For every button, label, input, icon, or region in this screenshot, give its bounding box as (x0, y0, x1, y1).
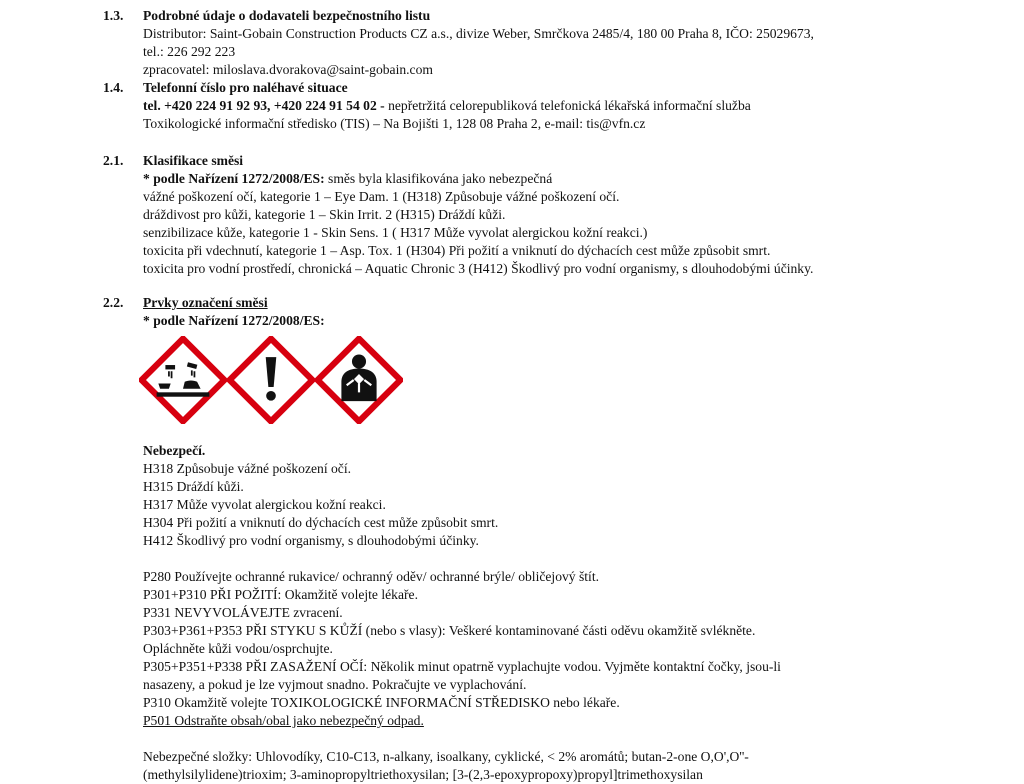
text-line: tel.: 226 292 223 (143, 44, 236, 59)
phone-numbers: tel. +420 224 91 92 93, +420 224 91 54 02 - (143, 98, 385, 113)
section-title: Podrobné údaje o dodavateli bezpečnostního listu (143, 8, 431, 23)
section-title: Klasifikace směsi (143, 153, 244, 168)
section-title: Prvky označení směsi (143, 295, 268, 310)
phone-line (143, 97, 1003, 115)
p-statement: P280 Používejte ochranné rukavice/ ochranný oděv/ ochranné brýle/ obličejový štít. (143, 569, 600, 584)
h-statement: H318 Způsobuje vážné poškození očí. (143, 461, 352, 476)
p-statement: P305+P351+P338 PŘI ZASAŽENÍ OČÍ: Několik minut opatrně vyplachujte vodou. Vyjměte kontaktní čočky, jsou-li (143, 659, 781, 674)
section-title: Telefonní číslo pro naléhavé situace (143, 80, 348, 95)
classification-line: toxicita při vdechnutí, kategorie 1 – Asp. Tox. 1 (H304) Při požití a vniknutí do dýchacích cest může způsobit smrt. (143, 243, 771, 258)
p-statement: P303+P361+P353 PŘI STYKU S KŮŽÍ (nebo s vlasy): Veškeré kontaminované části oděvu okamžitě svlékněte. (143, 623, 756, 638)
section-number: 2.2. (103, 295, 124, 310)
exclamation-icon (227, 336, 315, 424)
section-number: 1.3. (103, 8, 124, 23)
corrosion-icon (139, 336, 227, 424)
hazardous-components: Nebezpečné složky: Uhlovodíky, C10-C13, n-alkany, isoalkany, cyklické, < 2% aromátů; butan-2-one O,O',O''- (143, 749, 749, 764)
classification-line: toxicita pro vodní prostředí, chronická – Aquatic Chronic 3 (H412) Škodlivý pro vodní organismy, s dlouhodobými účinky. (143, 261, 814, 276)
h-statement: H315 Dráždí kůži. (143, 479, 244, 494)
h-statement: H412 Škodlivý pro vodní organismy, s dlouhodobými účinky. (143, 533, 479, 548)
regulation-ref: * podle Nařízení 1272/2008/ES: (143, 171, 325, 186)
text-line: zpracovatel: miloslava.dvorakova@saint-gobain.com (143, 62, 433, 77)
section-number: 2.1. (103, 153, 124, 168)
classification-line: dráždivost pro kůži, kategorie 1 – Skin Irrit. 2 (H315) Dráždí kůži. (143, 207, 506, 222)
h-statement: H317 Může vyvolat alergickou kožní reakci. (143, 497, 386, 512)
ghs-pictograms (139, 336, 1003, 424)
p-statement: P301+P310 PŘI POŽITÍ: Okamžitě volejte lékaře. (143, 587, 418, 602)
p-statement: P310 Okamžitě volejte TOXIKOLOGICKÉ INFORMAČNÍ STŘEDISKO nebo lékaře. (143, 695, 620, 710)
classification-line: vážné poškození očí, kategorie 1 – Eye Dam. 1 (H318) Způsobuje vážné poškození očí. (143, 189, 620, 204)
p-statement: nasazeny, a pokud je lze vyjmout snadno. Pokračujte ve vyplachování. (143, 677, 527, 692)
p-statement-p501: P501 Odstraňte obsah/obal jako nebezpečný odpad. (143, 713, 424, 728)
regulation-ref: * podle Nařízení 1272/2008/ES: (143, 313, 325, 328)
tis-line: Toxikologické informační středisko (TIS) – Na Bojišti 1, 128 08 Praha 2, e-mail: tis@vfn.cz (143, 116, 646, 131)
regulation-line (143, 170, 1003, 188)
p-statement: Opláchněte kůži vodou/osprchujte. (143, 641, 333, 656)
health-hazard-icon (315, 336, 403, 424)
signal-word: Nebezpečí. (143, 443, 206, 458)
text-line: Distributor: Saint-Gobain Construction Products CZ a.s., divize Weber, Smrčkova 2485/4, 180 00 Praha 8, IČO: 25029673, (143, 26, 814, 41)
classification-line: senzibilizace kůže, kategorie 1 - Skin Sens. 1 ( H317 Může vyvolat alergickou kožní reakci.) (143, 225, 648, 240)
p-statement: P331 NEVYVOLÁVEJTE zvracení. (143, 605, 343, 620)
hazardous-components: (methylsilylidene)trioxim; 3-aminopropyltriethoxysilan; [3-(2,3-epoxypropoxy)propyl]trimethoxysilan (143, 767, 703, 782)
section-number: 1.4. (103, 80, 124, 95)
h-statement: H304 Při požití a vniknutí do dýchacích cest může způsobit smrt. (143, 515, 499, 530)
regulation-note: směs byla klasifikována jako nebezpečná (324, 171, 553, 186)
phone-description: nepřetržitá celorepubliková telefonická lékařská informační služba (384, 98, 751, 113)
